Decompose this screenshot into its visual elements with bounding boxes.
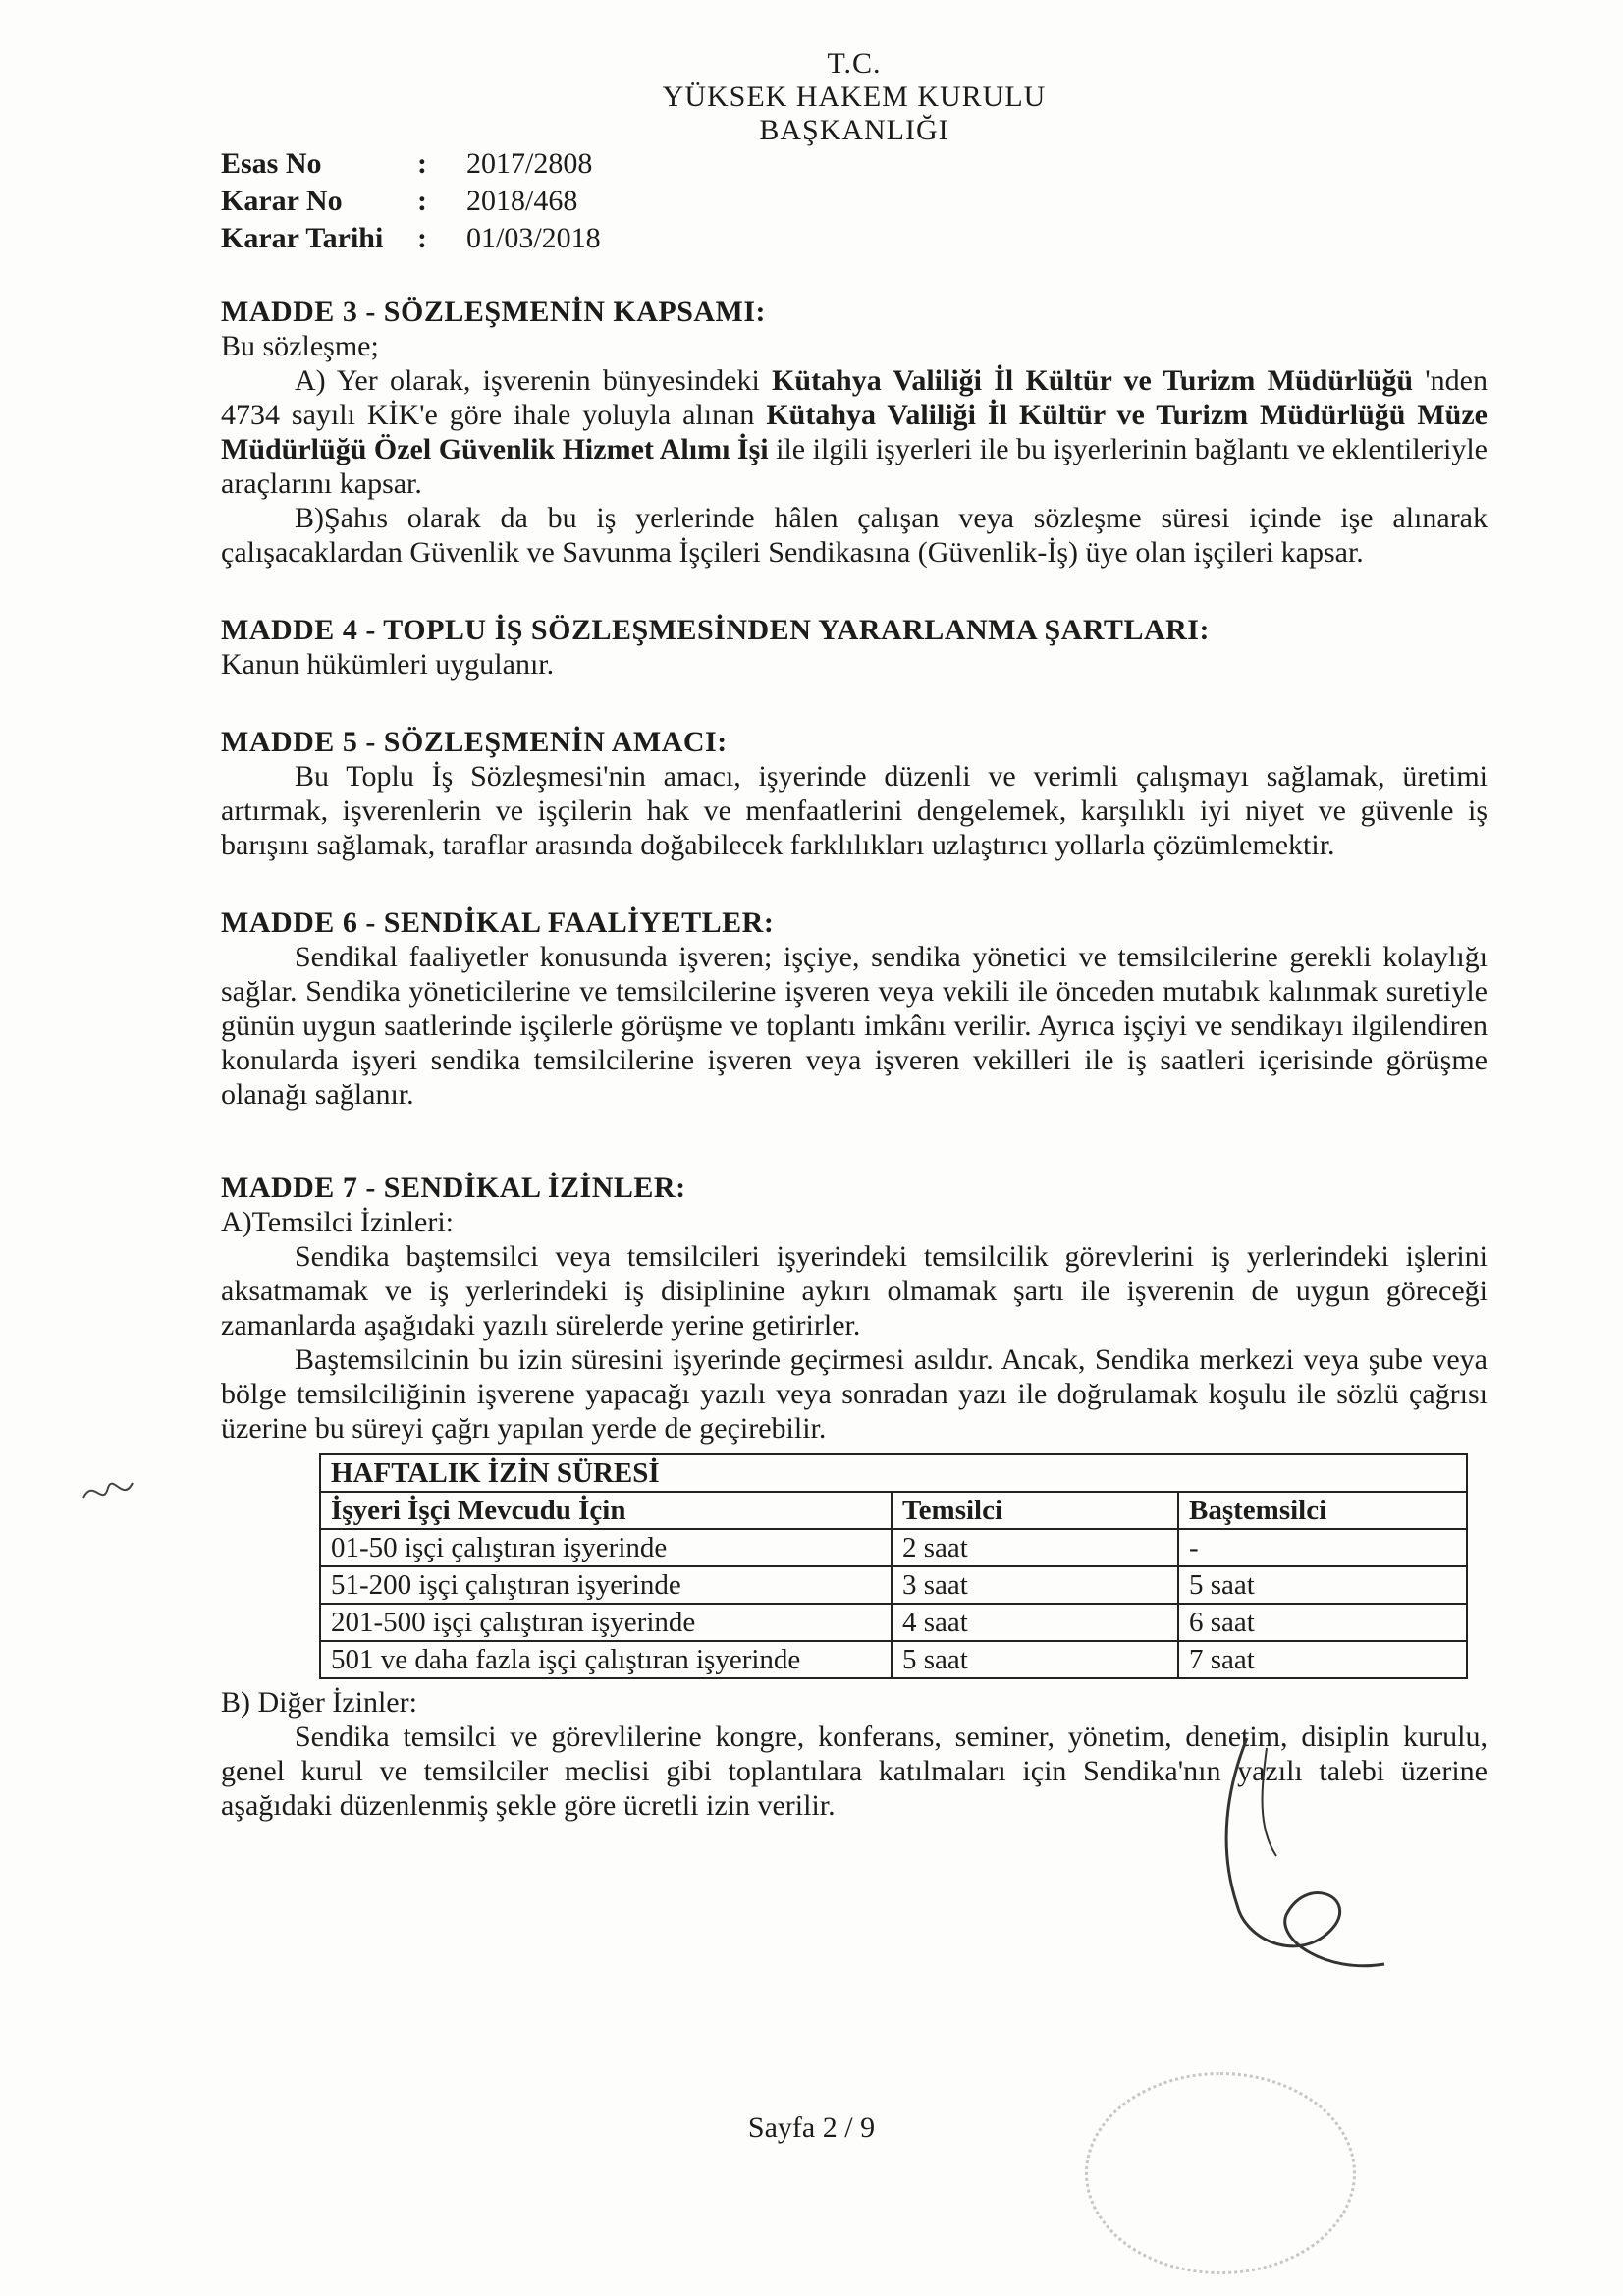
article-7-heading: MADDE 7 - SENDİKAL İZİNLER: [221,1172,686,1204]
article-7 [221,1171,1488,1823]
table-cell: 201-500 işçi çalıştıran işyerinde [320,1604,892,1641]
table-header-row [320,1492,1467,1529]
meta-value: 2018/468 [466,185,578,217]
official-stamp [1085,2072,1356,2274]
table-row [320,1566,1467,1604]
meta-row-tarih [221,220,601,257]
article-3-intro: Bu sözleşme; [221,330,379,362]
meta-row-karar [221,183,601,220]
meta-colon: : [417,147,427,180]
meta-label: Karar No [221,185,343,217]
header-line-3: BAŞKANLIĞI [759,114,949,146]
article-6-heading: MADDE 6 - SENDİKAL FAALİYETLER: [221,906,775,939]
article-3-a-text-1: A) Yer olarak, işverenin bünyesindeki [295,364,773,397]
article-6 [221,905,1488,1112]
table-header-cell: Baştemsilci [1178,1492,1467,1529]
table-cell: 7 saat [1178,1641,1467,1678]
table-cell: - [1178,1529,1467,1566]
table-header-cell: Temsilci [892,1492,1178,1529]
table-header-cell: İşyeri İşçi Mevcudu İçin [320,1492,892,1529]
margin-initials [79,1473,137,1512]
article-7-a-title: A)Temsilci İzinleri: [221,1206,454,1238]
table-cell: 4 saat [892,1604,1178,1641]
table-title-row [320,1454,1467,1492]
article-5 [221,725,1488,862]
header-line-2: YÜKSEK HAKEM KURULU [662,81,1047,113]
article-3-b: B)Şahıs olarak da bu iş yerlerinde hâlen çalışan veya sözleşme süresi içinde işe alınarak çalışacaklardan Güvenlik ve Savunma İşçileri Sendikasına (Güvenlik-İş) üye olan işçileri kapsar. [221,502,1488,569]
article-3-heading: MADDE 3 - SÖZLEŞMENİN KAPSAMI: [221,296,767,328]
case-meta [221,145,601,257]
article-5-text: Bu Toplu İş Sözleşmesi'nin amacı, işyerinde düzenli ve verimli çalışmayı sağlamak, üretimi artırmak, işverenlerin ve işçilerin hak ve menfaatlerini dengelemek, karşılıklı iyi niyet ve güvenle iş barışını sağlamak, taraflar arasında doğabilecek farklılıkları uzlaştırıcı yollarla çözümlemektir. [221,760,1488,861]
table-cell: 6 saat [1178,1604,1467,1641]
table-row [320,1641,1467,1678]
table-cell: 501 ve daha fazla işçi çalıştıran işyerinde [320,1641,892,1678]
weekly-leave-table [319,1453,1468,1679]
table-row [320,1529,1467,1566]
meta-label: Esas No [221,147,322,180]
meta-value: 2017/2808 [466,147,593,180]
article-6-text: Sendikal faaliyetler konusunda işveren; işçiye, sendika yönetici ve temsilcilerine gerekli kolaylığı sağlar. Sendika yöneticilerine ve temsilcilerine işveren veya vekili ile önceden mutabık kalınmak suretiyle günün uygun saatlerinde işçilerle görüşme ve toplantı imkânı verilir. Ayrıca işçiyi ve sendikayı ilgilendiren konularda işyeri sendika temsilcilerine işveren veya işveren vekilleri ile iş saatleri içerisinde görüşme olanağı sağlanır. [221,941,1488,1111]
article-3-a-text-3: ile ilgili işyerleri ile bu işyerlerinin bağlantı ve eklentileriyle araçlarını kapsar. [221,433,1488,500]
article-4 [221,613,1488,682]
meta-label: Karar Tarihi [221,222,384,254]
table-title: HAFTALIK İZİN SÜRESİ [320,1454,1467,1492]
table-cell: 5 saat [1178,1566,1467,1604]
header-line-1: T.C. [827,47,882,80]
meta-row-esas [221,145,601,183]
article-4-text: Kanun hükümleri uygulanır. [221,648,555,681]
table-cell: 3 saat [892,1566,1178,1604]
article-7-b-title: B) Diğer İzinler: [221,1686,417,1719]
article-3 [221,295,1488,570]
table-cell: 51-200 işçi çalıştıran işyerinde [320,1566,892,1604]
meta-value: 01/03/2018 [466,222,601,254]
article-5-heading: MADDE 5 - SÖZLEŞMENİN AMACI: [221,726,728,758]
table-cell: 5 saat [892,1641,1178,1678]
page-number: Sayfa 2 / 9 [747,2111,876,2144]
article-7-a-text-2: Baştemsilcinin bu izin süresini işyerinde geçirmesi asıldır. Ancak, Sendika merkezi veya şube veya bölge temsilciliğinin işverene yapacağı yazılı veya sonradan yazı ile doğrulamak koşulu ile sözlü çağrısı üzerine bu süreyi çağrı yapılan yerde de geçirebilir. [221,1343,1488,1445]
institution-header [628,47,1080,147]
meta-colon: : [417,185,427,217]
document-body [221,295,1488,1823]
article-7-b-text: Sendika temsilci ve görevlilerine kongre, konferans, seminer, yönetim, denetim, disiplin kurulu, genel kurul ve temsilciler meclisi gibi toplantılara katılmaları için Sendika'nın yazılı talebi üzerine aşağıdaki düzenlenmiş şekle göre ücretli izin verilir. [221,1721,1488,1822]
article-4-heading: MADDE 4 - TOPLU İŞ SÖZLEŞMESİNDEN YARARLANMA ŞARTLARI: [221,614,1210,646]
article-3-a-bold-1: Kütahya Valiliği İl Kültür ve Turizm Müdürlüğü [772,364,1414,397]
article-7-a-text-1: Sendika baştemsilci veya temsilcileri işyerindeki temsilcilik görevlerini iş yerlerindeki işlerini aksatmamak ve iş yerlerindeki iş disiplinine aykırı olmamak şartı ile işverenin de uygun göreceği zamanlarda aşağıdaki yazılı sürelerde yerine getirirler. [221,1240,1488,1341]
handwritten-signature [1188,1728,1404,1984]
table-row [320,1604,1467,1641]
table-cell: 2 saat [892,1529,1178,1566]
article-3-a [221,363,1488,501]
article-3-a-text-2: 'nden 4734 sayılı KİK'e göre ihale yoluyla alınan [221,364,1488,431]
article-3-a-bold-2: Kütahya Valiliği İl Kültür ve Turizm Müdürlüğü Müze Müdürlüğü Özel Güvenlik Hizmet Alımı İşi [221,399,1488,465]
meta-colon: : [417,222,427,254]
table-cell: 01-50 işçi çalıştıran işyerinde [320,1529,892,1566]
